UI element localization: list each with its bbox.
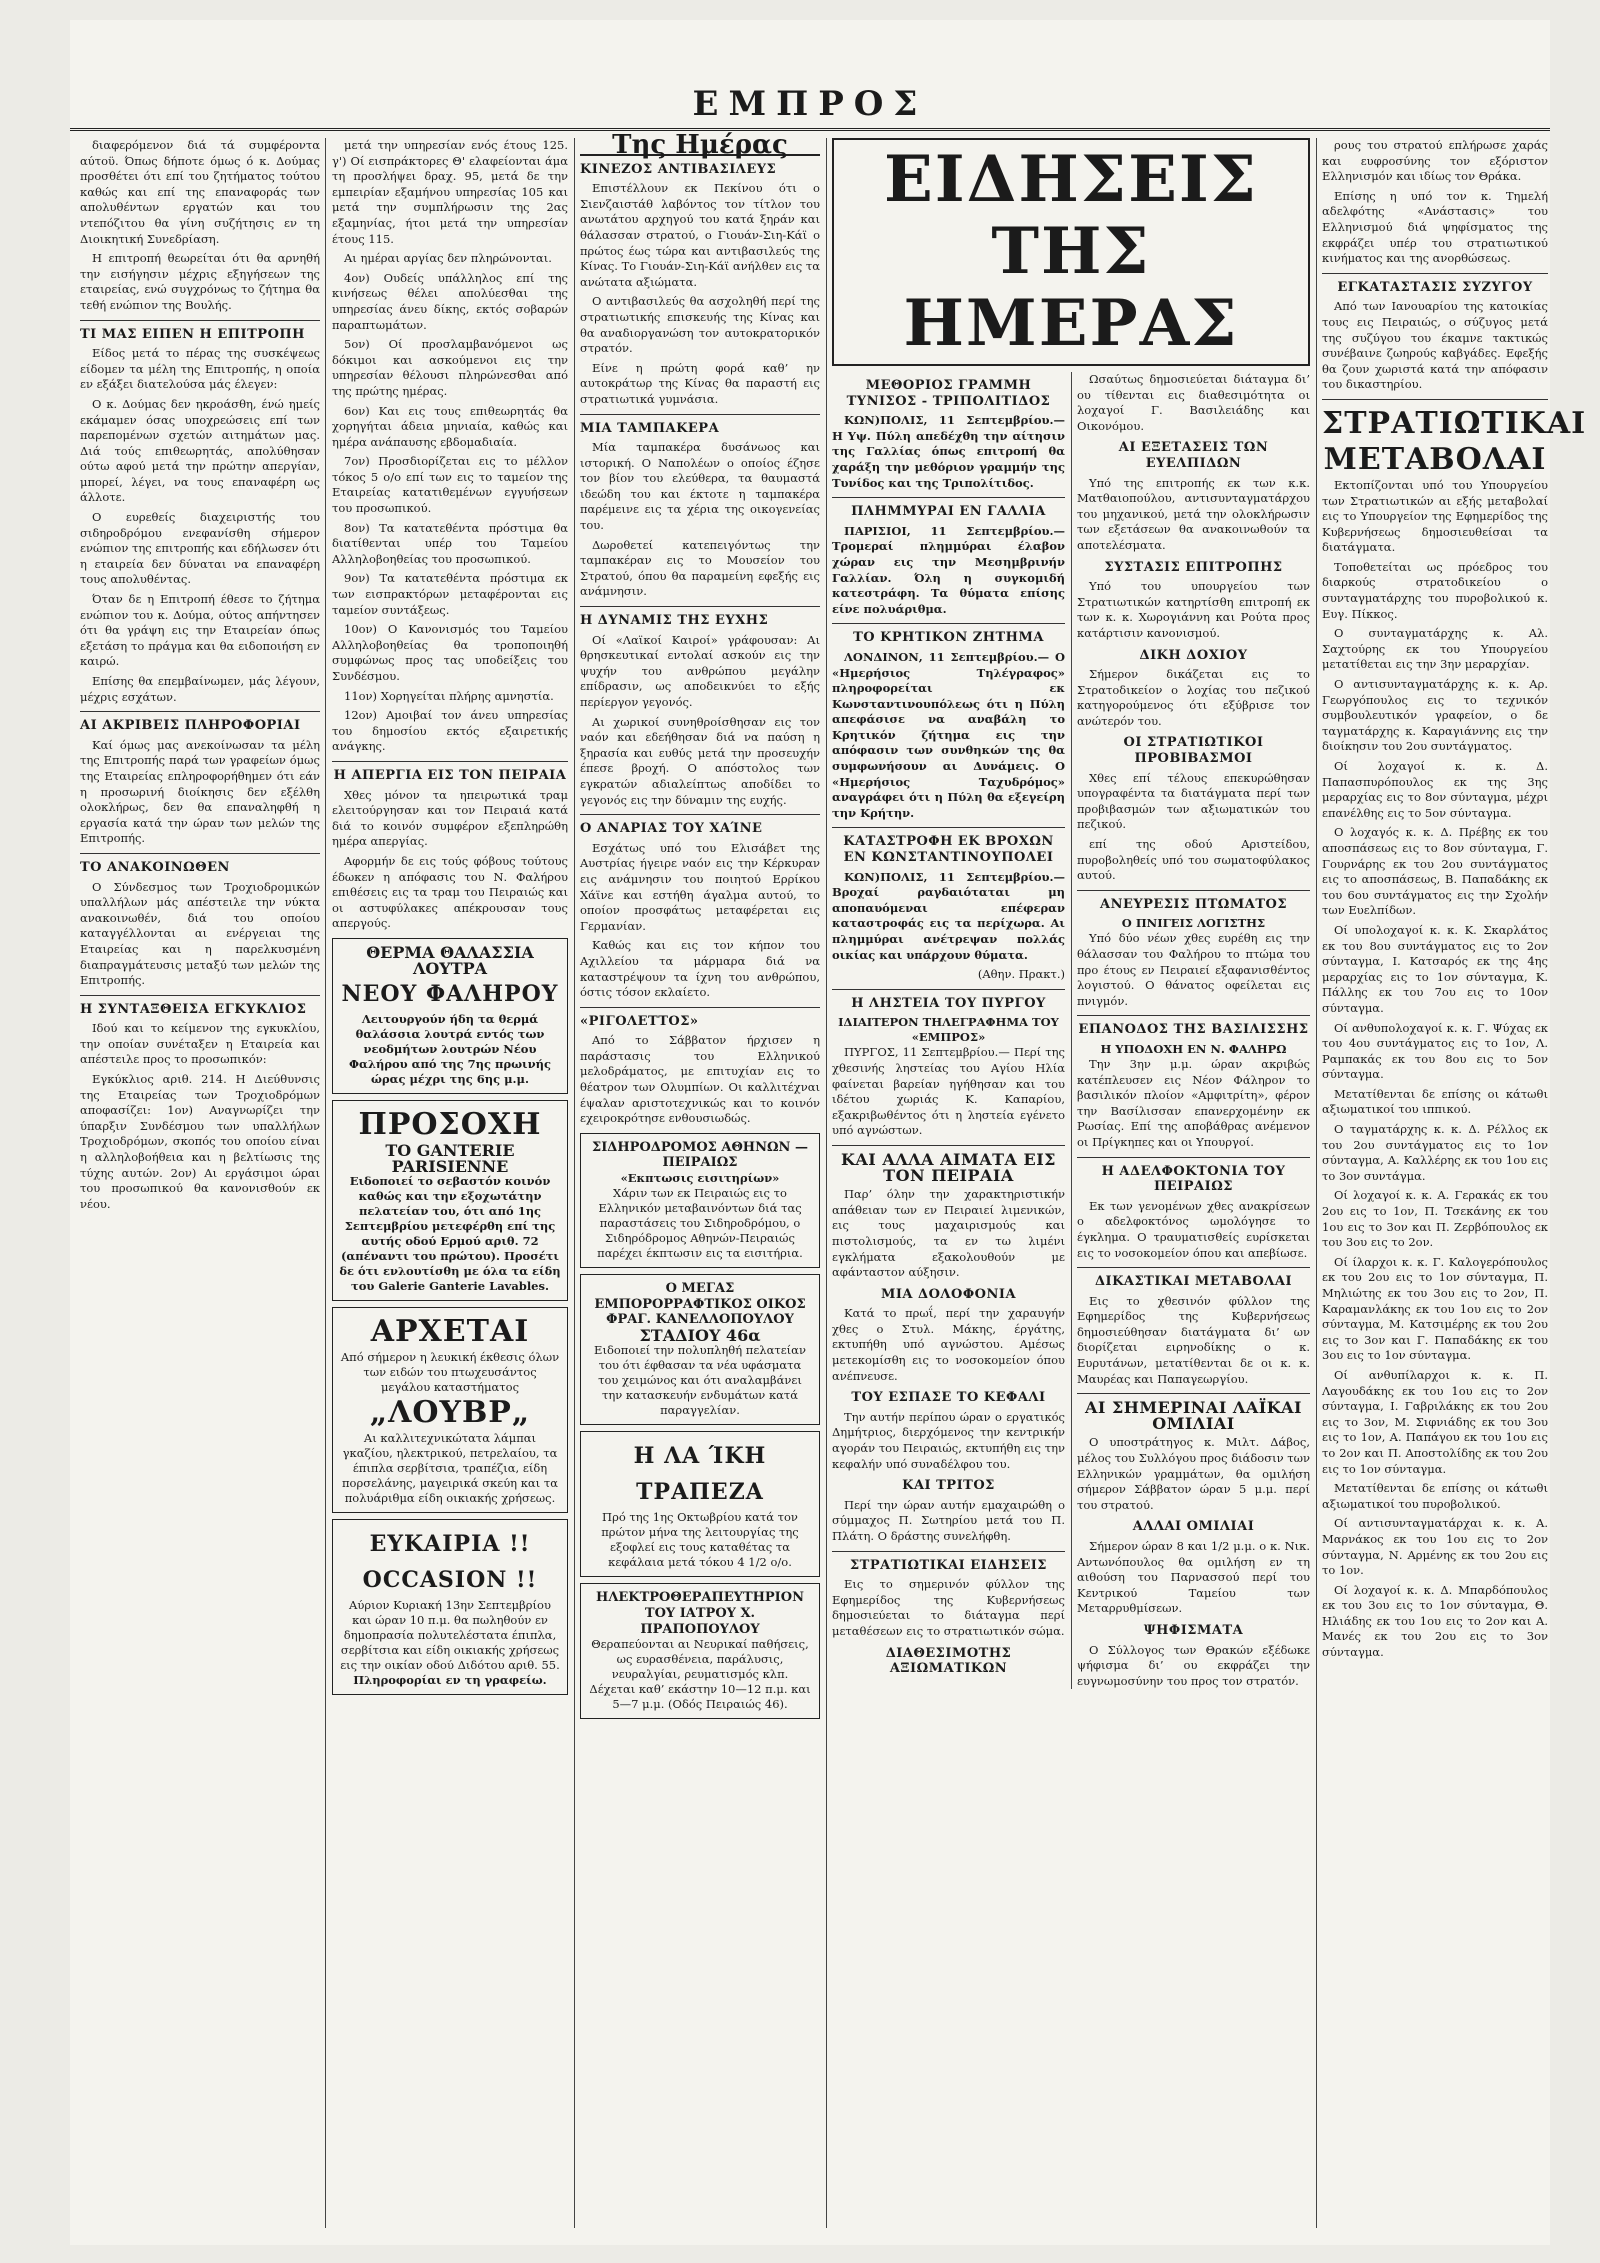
- paragraph: Εκ των γενομένων χθες ανακρίσεων ο αδελφοκτόνος ωμολόγησε το έγκλημα. Ο τραυματισθείς ευρίσκεται εις το νοσοκομείον όπου και απεβίωσε.: [1077, 1198, 1310, 1260]
- paragraph: Εγκύκλιος αριθ. 214. Η Διεύθυνσις της Εταιρείας των Τροχιοδρόμων αποφασίζει: 1ον) Αναγνωρίζει την ύπαρξιν Συνδέσμου των υπαλλήλων Τροχιοδρόμων, σκοπός του οποίου είναι η αλληλοβοήθεια και η βελτίωσις της τύχης αυτών. 2ον) Αι εργάσιμοι ώραι του προσωπικού θα κανονισθούν εκ νέου.: [80, 1072, 320, 1211]
- section-heading: ΟΙ ΣΤΡΑΤΙΩΤΙΚΟΙ ΠΡΟΒΙΒΑΣΜΟΙ: [1123, 735, 1264, 767]
- paragraph: ΚΩΝ)ΠΟΛΙΣ, 11 Σεπτεμβρίου.— Βροχαί ραγδαιόταται μη αποπαυόμεναι επέφεραν καταστροφάς εις τα περίχωρα. Αι πλημμύραι ανέτρεψαν πολλάς οικίας και υπάρχουν θύματα.: [832, 869, 1065, 962]
- ad-text: Αύριον Κυριακή 13ην Σεπτεμβρίου και ώραν 10 π.μ. θα πωληθούν εν δημοπρασία πολυτελέστατα έπιπλα, σερβίτσια και είδη οικιακής χρήσεως εις την οικίαν οδού Διδότου αριθ. 55.: [340, 1598, 560, 1673]
- paragraph: Ο Σύνδεσμος των Τροχιοδρομικών υπαλλήλων μάς απέστειλε την νύκτα ανακοινωθέν, διά του οποίου καταγγέλλονται αι ενέργειαι της Εταιρείας και η παρελκυσμένη διαπραγμάτευσις μεταξύ των μελών της Επιτροπής.: [80, 879, 320, 988]
- section-heading: Η ΑΠΕΡΓΙΑ ΕΙΣ ΤΟΝ ΠΕΙΡΑΙΑ: [333, 767, 567, 783]
- ad-text: Λειτουργούν ήδη τα θερμά θαλάσσια λουτρά εντός των νεοδμήτων λουτρών Νέου Φαλήρου από της 7ης πρωινής ώρας μέχρι της 6ης μ.μ.: [349, 1012, 551, 1087]
- paragraph: Οί λοχαγοί κ. κ. Δ. Παπασπυρόπουλος εκ της 3ης μεραρχίας εις το 8ον σύνταγμα, μέχρι επανέλθης εις το 5ον σύνταγμα.: [1322, 759, 1548, 820]
- divider: [832, 497, 1065, 498]
- paragraph: Τοποθετείται ως πρόεδρος του διαρκούς στρατοδικείου ο συνταγματάρχης του πυροβολικού κ. Ευγ. Πίκκος.: [1322, 559, 1548, 621]
- ad-text: Χάριν των εκ Πειραιώς εις το Ελληνικόν μεταβαινόντων διά τας παραστάσεις του Σιδηροδρόμου, ο Σιδηρόδρομος Αθηνών-Πειραιώς παρέχει έκπτωσιν εις τα εισιτήρια.: [597, 1186, 803, 1261]
- divider: [580, 606, 820, 607]
- newspaper-page: [70, 20, 1587, 2245]
- divider: [1077, 890, 1310, 891]
- advertisement-railway: [580, 1133, 820, 1268]
- paragraph: Από των Ιανουαρίου της κατοικίας τους εις Πειραιώς, ο σύζυγος μετά της συζύγου του έκαμνε τακτικώς συνέβαινε ζωηρούς καβγάδες. Εφεξής θα ζουν χωριστά κατά την απόφασιν του δικαστηρίου.: [1322, 299, 1548, 392]
- divider: [832, 827, 1065, 828]
- column-4: [832, 138, 1310, 2228]
- section-heading: ΤΟ ΚΡΗΤΙΚΟΝ ΖΗΤΗΜΑ: [853, 630, 1044, 646]
- divider: [1322, 399, 1548, 400]
- paragraph: ΚΩΝ)ΠΟΛΙΣ, 11 Σεπτεμβρίου.— Η Υψ. Πύλη απεδέχθη την αίτησιν της Γαλλίας όπως επιτροπή θα χαράξη την μεθόριον γραμμήν της Τυνίδος και της Τριπολίτιδος.: [832, 413, 1065, 490]
- paragraph: 6ον) Και εις τους επιθεωρητάς θα χορηγήται άδεια μηνιαία, καθώς και ημέρα ανάπαυσης εβδομαδιαία.: [332, 403, 568, 449]
- paragraph: Μία ταμπακέρα δυσάνωος και ιστορική. Ο Ναπολέων ο οποίος έζησε τον βίον του ελεύθερα, τα θαυμαστά ιδεώδη του και έκτοτε η ταμπακέρα παρέμεινε εις τα χέρια της οικογενείας του.: [580, 440, 820, 533]
- paragraph: επί της οδού Αριστείδου, πυροβοληθείς υπό του σωματοφύλακος αυτού.: [1077, 837, 1310, 883]
- section-heading: ΔΙΑΘΕΣΙΜΟΤΗΣ ΑΞΙΩΜΑΤΙΚΩΝ: [885, 1645, 1012, 1677]
- section-heading: ΚΙΝΕΖΟΣ ΑΝΤΙΒΑΣΙΛΕΥΣ: [580, 161, 777, 177]
- paragraph: Σήμερον δικάζεται εις το Στρατοδικείον ο λοχίας του πεζικού κατηγορούμενος ότι εξύβρισε τον ανώτερόν του.: [1077, 667, 1310, 728]
- ad-subheading: ΤΟ GANTERIE PARISIENNE: [385, 1141, 515, 1176]
- section-banner: ΣΤΡΑΤΙΩΤΙΚΑΙ ΜΕΤΑΒΟΛΑΙ: [1322, 405, 1587, 477]
- section-heading: ΜΙΑ ΤΑΜΠΑΚΕΡΑ: [580, 420, 720, 436]
- paragraph: 11ον) Χορηγείται πλήρης αμνηστία.: [344, 688, 554, 703]
- paragraph: Ωσαύτως δημοσιεύεται διάταγμα δι’ ου τίθενται εις διαθεσιμότητα οι λοχαγοί Γ. Βασιλειάδης και Οικονόμου.: [1077, 372, 1310, 433]
- paragraph: Οί λοχαγοί κ. κ. Α. Γερακάς εκ του 2ου εις το 1ον, Π. Τσεκάνης εκ του 1ου εις το 3ον και Π. Ζερβόπουλος εκ του 3ου εις το 2ον.: [1322, 1188, 1548, 1250]
- paragraph: Οί υπολοχαγοί κ. κ. Κ. Σκαρλάτος εκ του 8ου συντάγματος εις το 2ον σύνταγμα, Ι. Κατσαρός εκ της 4ης μεραρχίας εις το 1ον σύνταγμα, Κ. Πάλλης εκ του 7ου εις το 10ον σύνταγμα.: [1322, 922, 1548, 1015]
- divider: [832, 623, 1065, 624]
- paragraph: Χθες μόνον τα ηπειρωτικά τραμ ελειτούργησαν και τον Πειραιά κατά διά το κοινόν συμφέρον εξεπληρώθη ημέρα απεργίας.: [332, 787, 568, 849]
- paragraph: 12ον) Αμοιβαί τον άνευ υπηρεσίας του δημοσίου εκτός εξαιρετικής ανάγκης.: [332, 708, 568, 754]
- ad-heading: ΑΡΧΕΤΑΙ: [370, 1314, 530, 1350]
- divider: [832, 989, 1065, 990]
- paragraph: Εις το χθεσινόν φύλλον της Εφημερίδος της Κυβερνήσεως δημοσιεύθησαν διατάγματα δι’ ων διορίζεται ειρηνοδίκης ο κ. Ευρυτάνων, μετατίθενται δε οι κ. κ. Μαυρέας και Παπαγεωργίου.: [1077, 1293, 1310, 1386]
- paragraph: Ο συνταγματάρχης κ. Αλ. Σαχτούρης εκ του Υπουργείου μετατίθεται εις την 3ην μεραρχίαν.: [1322, 626, 1548, 672]
- paragraph: Ο Σύλλογος των Θρακών εξέδωκε ψήφισμα δι’ ου εκφράζει την ευγνωμοσύνην του προς τον στρατόν.: [1077, 1642, 1310, 1688]
- paragraph: Εις το σημερινόν φύλλον της Εφημερίδος της Κυβερνήσεως δημοσιεύεται το διάταγμα περί μεταθέσεων εις το στρατιωτικόν σώμα.: [832, 1577, 1065, 1638]
- section-subheading: Ο ΠΝΙΓΕΙΣ ΛΟΓΙΣΤΗΣ: [1121, 916, 1266, 931]
- section-heading: ΤΙ ΜΑΣ ΕΙΠΕΝ Η ΕΠΙΤΡΟΠΗ: [80, 326, 305, 342]
- paragraph: Εκτοπίζονται υπό του Υπουργείου των Στρατιωτικών αι εξής μεταβολαί εις το Υπουργείον της Εφημερίδος της Κυβερνήσεως δημοσιευθείσαι τα διατάγματα.: [1322, 477, 1548, 555]
- section-heading: ΜΕΘΟΡΙΟΣ ΓΡΑΜΜΗ ΤΥΝΙΣΟΣ - ΤΡΙΠΟΛΙΤΙΔΟΣ: [846, 378, 1051, 409]
- ad-heading: Ο ΜΕΓΑΣ ΕΜΠΟΡΟΡΡΑΦΤΙΚΟΣ ΟΙΚΟΣ ΦΡΑΓ. ΚΑΝΕΛΛΟΠΟΥΛΟΥ: [594, 1281, 806, 1328]
- paragraph: Επίσης η υπό τον κ. Τημελή αδελφότης «Ανάστασις» του Ελληνισμού διά ψηφίσματος της εκφράζει υπέρ του στρατιωτικού κινήματος και της ανορθώσεως.: [1322, 188, 1548, 266]
- column-heading: Της Ημέρας: [580, 138, 820, 156]
- divider: [1077, 1393, 1310, 1394]
- advertisement-bank: [580, 1431, 820, 1577]
- section-heading: ΣΥΣΤΑΣΙΣ ΕΠΙΤΡΟΠΗΣ: [1104, 559, 1283, 575]
- divider: [80, 711, 320, 712]
- paragraph: Ο υποστράτηγος κ. Μιλτ. Δάβος, μέλος του Συλλόγου προς διάδοσιν των Ελληνικών γραμμάτων, θα ομιλήση σήμερον Σάββατον ώραν 5 μ.μ. περί του στρατού.: [1077, 1435, 1310, 1512]
- news-banner: ΕΙΔΗΣΕΙΣ ΤΗΣ ΗΜΕΡΑΣ: [832, 138, 1310, 366]
- column-5: [1322, 138, 1587, 2228]
- ad-heading: ΕΥΚΑΙΡΙΑ !! OCCASION !!: [362, 1531, 538, 1594]
- paragraph: Εσχάτως υπό του Ελισάβετ της Αυστρίας ήγειρε ναόν εις την Κέρκυραν εις ανάμνησιν του ποιητού Ερρίκου Χάϊνε και εστήθη άγαλμα αυτού, το οποίον προσφάτως μεταφέρεται εις Γερμανίαν.: [580, 840, 820, 933]
- ad-heading: Η ΛΑ ΊΚΗ ΤΡΑΠΕΖΑ: [633, 1443, 767, 1506]
- section-heading: Ο ΑΝΑΡΙΑΣ ΤΟΥ ΧΑΊΝΕ: [580, 821, 763, 837]
- ad-items: Αι καλλιτεχνικώτατα λάμπαι γκαζίου, ηλεκτρικού, πετρελαίου, τα έπιπλα σερβίτσια, τραπέζια, είδη πορσελάνης, μαγειρικά σκεύη και τα πολυάριθμα είδη οικιακής χρήσεως.: [342, 1431, 558, 1506]
- section-subheading: ΙΔΙΑΙΤΕΡΟΝ ΤΗΛΕΓΡΑΦΗΜΑ ΤΟΥ «ΕΜΠΡΟΣ»: [838, 1015, 1059, 1045]
- section-heading: ΑΛΛΑΙ ΟΜΙΛΙΑΙ: [1132, 1519, 1255, 1535]
- paragraph: Ο λοχαγός κ. κ. Δ. Πρέβης εκ του αποσπάσεως εις το 8ον σύνταγμα, Γ. Γουρνάρης εκ του 2ου συντάγματος εις το αποσπάσεως, Β. Παπαδάκης εκ του 6ου συντάγματος εις την Σχολήν των Ευελπίδων.: [1322, 825, 1548, 918]
- paragraph: Οί ίλαρχοι κ. κ. Γ. Καλογερόπουλος εκ του 2ου εις το 1ον σύνταγμα, Π. Μηλιώτης εκ του 3ου εις το 2ον, Π. Καραμανλάκης εκ του 1ου εις το 2ον σύνταγμα, Μ. Κατσιμέρης εκ του 2ου εις το 3ον και Γ. Παπαδάκης εκ του 3ου εις το 1ον σύνταγμα.: [1322, 1254, 1548, 1363]
- section-heading: Η ΔΥΝΑΜΙΣ ΤΗΣ ΕΥΧΗΣ: [580, 613, 769, 629]
- paragraph: ΠΥΡΓΟΣ, 11 Σεπτεμβρίου.— Περί της χθεσινής ληστείας του Αγίου Ηλία φαίνεται βαρείαν ηγήθησαν και του ιδέτου χωριάς Κ. Καπαρίου, εξακριβωθέντος ότι η ληστεία εγένετο υπό αγνώστων.: [832, 1045, 1065, 1138]
- paragraph: Καί όμως μας ανεκοίνωσαν τα μέλη της Επιτροπής παρά των γραφείων όμως της Εταιρείας επληροφορήθημεν ότι εάν η προσωρινή διοίκησις δεν εξέλθη ολοκλήρως, δεν θα επαναληφθή η εργασία κατά την ώραν των μελών της Επιτροπής.: [80, 737, 320, 846]
- paragraph: 9ον) Τα κατατεθέντα πρόστιμα εκ των εισπρακτόρων μεταφέρονται εις ταμείον συντάξεως.: [332, 571, 568, 617]
- paragraph: Η επιτροπή θεωρείται ότι θα αρνηθή την εισήγησιν μέχρις εξηγήσεων της εταιρείας, ενώ συγχρόνως το ζήτημα θα τεθή ενώπιον της Βουλής.: [80, 251, 320, 312]
- ad-heading: ΣΙΔΗΡΟΔΡΟΜΟΣ ΑΘΗΝΩΝ — ΠΕΙΡΑΙΩΣ: [592, 1139, 808, 1171]
- ad-text: Ειδοποιεί το σεβαστόν κοινόν καθώς και την εξοχωτάτην πελατείαν του, ότι από 1ης Σεπτεμβρίου μετεφέρθη επί της αυτής οδού Ερμού αριθ. 72 (απέναντι του πρώτου). Προσέτι δε ότι ενλουτίσθη με όλα τα είδη του Galerie Ganterie Lavables.: [339, 1174, 561, 1294]
- ad-footer: Πληροφορίαι εν τη γραφείω.: [353, 1673, 547, 1688]
- section-heading: ΚΑΙ ΑΛΛΑ ΑΙΜΑΤΑ ΕΙΣ ΤΟΝ ΠΕΙΡΑΙΑ: [840, 1149, 1056, 1185]
- paragraph: ρους του στρατού επλήρωσε χαράς και ευφροσύνης τον εξόριστον Ελληνισμόν και ιδίως τον Θράκα.: [1322, 138, 1548, 184]
- divider: [832, 1145, 1065, 1146]
- paragraph: Υπό δύο νέων χθες ευρέθη εις την θάλασσαν του Φαλήρου το πτώμα του προ έτους εν Πειραιεί εξαφανισθέντος λογιστού. Ο θάνατος οφείλεται εις πνιγμόν.: [1077, 931, 1310, 1008]
- section-heading: ΤΟ ΑΝΑΚΟΙΝΩΘΕΝ: [80, 859, 230, 875]
- paragraph: ΠΑΡΙΣΙΟΙ, 11 Σεπτεμβρίου.— Τρομεραί πλημμύραι έλαβον χώραν εις την Μεσημβρινήν Γαλλίαν. Όλη η συγκομιδή κατεστράφη. Τα θύματα επίσης είνε πολυάριθμα.: [832, 523, 1065, 616]
- section-heading: ΔΙΚΑΣΤΙΚΑΙ ΜΕΤΑΒΟΛΑΙ: [1094, 1274, 1293, 1290]
- paragraph: Οί «Λαϊκοί Καιροί» γράφουσαν: Αι θρησκευτικαί εντολαί ασκούν εις την ψυχήν του ανθρώπου μεγάλην επίδρασιν, ως αποδεικνύει το εξής περίεργον γεγονός.: [580, 632, 820, 709]
- paragraph: Κατά το πρωΐ, περί την χαραυγήν χθες ο Στυλ. Μάκης, έργάτης, εκτυπήθη υπό αγνώστου. Αμέσως μετεκομίσθη εις το νοσοκομείον όπου ανέπνευσε.: [832, 1306, 1065, 1383]
- paragraph: Αι χωρικοί συνηθροίσθησαν εις τον ναόν και εδεήθησαν διά να παύση η ξηρασία και ευθύς μετά την προσευχήν έπεσε βροχή. Ο απόστολος των εγκρατών αδιαλείπτως αποδίδει το γεγονός εις την δύναμιν της ευχής.: [580, 714, 820, 807]
- divider: [1077, 1157, 1310, 1158]
- section-heading: ΠΛΗΜΜΥΡΑΙ ΕΝ ΓΑΛΛΙΑ: [851, 504, 1046, 520]
- section-heading: ΨΗΦΙΣΜΑΤΑ: [1143, 1622, 1244, 1638]
- section-heading: ΜΙΑ ΔΟΛΟΦΟΝΙΑ: [880, 1286, 1017, 1302]
- ad-subheading: ΣΤΑΔΙΟΥ 46α: [639, 1325, 761, 1345]
- paragraph: Είνε η πρώτη φορά καθ’ ην αυτοκράτωρ της Κίνας θα παραστή εις στρατιωτικά γυμνάσια.: [580, 360, 820, 406]
- ad-heading: ΘΕΡΜΑ ΘΑΛΑΣΣΙΑ ΛΟΥΤΡΑ: [366, 942, 534, 978]
- advertisement-ganterie: [332, 1100, 568, 1301]
- paragraph: Επίσης θα επεμβαίνωμεν, μάς λέγουν, μέχρις εσχάτων.: [80, 674, 320, 704]
- paragraph: Την 3ην μ.μ. ώραν ακριβώς κατέπλευσεν εις Νέον Φάληρον το βασιλικόν πλοίον «Αμφιτρίτη», φέρον την Βασίλισσαν επανερχομένην εκ Ρωσίας. Επί της αποβάθρας ανέμενον οι Πρίγκηπες και οι Υπουργοί.: [1077, 1056, 1310, 1149]
- paragraph: Ο αντισυνταγματάρχης κ. κ. Αρ. Γεωργόπουλος εις το τεχνικόν συμβουλευτικόν γραφείον, ο δε ταγματάρχης κ. Καραγιάννης εις την διοίκησιν του 2ου συντάγματος.: [1322, 677, 1548, 754]
- ad-text: Πρό της 1ης Οκτωβρίου κατά τον πρώτον μήνα της λειτουργίας της εξοφλεί εις τους καταθέτας τα κεφάλαια μετά τόκου 4 1/2 ο/ο.: [601, 1510, 799, 1570]
- paragraph: μετά την υπηρεσίαν ενός έτους 125. γ') Οί εισπράκτορες Θ' ελαφείονται άμα τη προσλήψει δραχ. 95, μετά δε την εμπειρίαν εξαμήνου υπηρεσίας 105 και μετά την συμπλήρωσιν της 2ας εξαμηνίας, ήτοι μετά την υπηρεσίαν έτους 115.: [332, 138, 568, 246]
- divider: [832, 1551, 1065, 1552]
- paragraph: Ο ευρεθείς διαχειριστής του σιδηροδρόμου ενεφανίσθη σήμερον ενώπιον της επιτροπής και εδήλωσεν ότι η εταιρεία δεν δύναται να επαναφέρη τους απολυθέντας.: [80, 510, 320, 587]
- advertisement-louvre: [332, 1307, 568, 1513]
- section-heading: ΕΠΑΝΟΔΟΣ ΤΗΣ ΒΑΣΙΛΙΣΣΗΣ: [1078, 1022, 1309, 1038]
- paragraph: ΛΟΝΔΙΝΟΝ, 11 Σεπτεμβρίου.— Ο «Ημερήσιος Τηλέγραφος» πληροφορείται εκ Κωνσταντινουπόλεως ότι η Πύλη απεφάσισε να αναβάλη το Κρητικόν ζήτημα εις την απόφασιν των συνθηκών της θα συμφωνήσουν αι Δυνάμεις. Ο «Ημερήσιος Ταχυδρόμος» αναγράφει ότι η Πύλη θα εξεγείρη την Κρήτην.: [832, 649, 1065, 820]
- source-credit: (Αθην. Πρακτ.): [977, 967, 1065, 982]
- ad-subheading: ΝΕΟΥ ΦΑΛΗΡΟΥ: [341, 981, 559, 1008]
- advertisement-tailor: [580, 1274, 820, 1425]
- section-heading: ΑΙ ΑΚΡΙΒΕΙΣ ΠΛΗΡΟΦΟΡΙΑΙ: [80, 718, 301, 734]
- column-3: [580, 130, 820, 2228]
- paragraph: Καθώς και εις τον κήπον του Αχιλλείου τα μάρμαρα διά να καταστρέψουν τα ίχνη του ανθρώπου, όστις τόσον εκλαίετο.: [580, 938, 820, 1000]
- paragraph: 10ον) Ο Κανονισμός του Ταμείου Αλληλοβοηθείας θα τροποποιηθή συμφώνως προς τας υποδείξεις του Συνδέσμου.: [332, 622, 568, 683]
- paragraph: Επιστέλλουν εκ Πεκίνου ότι ο Σιενζαιστάθ λαβόντος τον τίτλον του ανωτάτου αρχηγού του κατά ξηράν και θάλασσαν στρατού, ο Γιουάν-Σιη-Κάϊ ο πρώτος έως τώρα και αντιβασιλεύς της Κίνας. Το Γιουάν-Σιη-Κάϊ ανήλθεν εις τα ανώτατα αξιώματα.: [580, 181, 820, 289]
- section-heading: ΑΝΕΥΡΕΣΙΣ ΠΤΩΜΑΤΟΣ: [1099, 896, 1288, 912]
- paragraph: 8ον) Τα κατατεθέντα πρόστιμα θα διατίθενται υπέρ του Ταμείου Αλληλοβοηθείας του προσωπικού.: [332, 520, 568, 566]
- divider: [80, 320, 320, 321]
- column-2: [332, 138, 568, 2228]
- paragraph: 7ον) Προσδιορίζεται εις το μέλλον τόκος 5 ο/ο επί των εις το ταμείον της Εταιρείας κατατιθεμένων εγγυήσεων του προσωπικού.: [332, 454, 568, 516]
- paragraph: διαφερόμενον διά τά συμφέροντα αύτοϋ. Όπως δήποτε όμως ό κ. Δούμας προσθέτει ότι επί του ζητήματος τούτου καθώς και επί της επαναφοράς των απολυθέντων εργατών και του ντεπόζιτου θα γίνη συζήτησις εν τη Διοικητική Συνεδρίαση.: [80, 138, 320, 246]
- paragraph: Αι ημέραι αργίας δεν πληρώνονται.: [344, 251, 552, 266]
- divider: [580, 414, 820, 415]
- paragraph: 5ον) Οί προσλαμβανόμενοι ως δόκιμοι και ασκούμενοι εις την υπηρεσίαν θέλουσι πληρώνεσθαι από της πρώτης ημέρας.: [332, 337, 568, 398]
- divider: [580, 1007, 820, 1008]
- paragraph: Από το Σάββατον ήρχισεν η παράστασις του Ελληνικού μελοδράματος, με επιτυχίαν εις το θέατρον των Ολυμπίων. Οι καλλιτέχναι έψαλαν αριστοτεχνικώς και το κοινόν εχειροκρότησε ενθουσιωδώς.: [580, 1033, 820, 1126]
- ad-subheading: «Εκπτωσις εισιτηρίων»: [620, 1171, 780, 1186]
- section-heading: ΤΟΥ ΕΣΠΑΣΕ ΤΟ ΚΕΦΑΛΙ: [851, 1390, 1046, 1406]
- ad-heading: ΠΡΟΣΟΧΗ: [358, 1107, 542, 1143]
- divider: [1077, 1015, 1310, 1016]
- column-rule: [826, 138, 827, 2228]
- section-heading: Η ΑΔΕΛΦΟΚΤΟΝΙΑ ΤΟΥ ΠΕΙΡΑΙΩΣ: [1101, 1163, 1286, 1195]
- paragraph: Παρ’ όλην την χαρακτηριστικήν απάθειαν των εν Πειραιεί λιμενικών, εις τους μαχαιρισμούς και πιστολισμούς, τα εν τω λιμένι εγκλήματα εξακολουθούν με αφάνταστον αύξησιν.: [832, 1187, 1065, 1280]
- divider: [1322, 273, 1548, 274]
- paragraph: Χθες επί τέλους επεκυρώθησαν υπογραφέντα τα διατάγματα περί των προβιβασμών των αξιωματικών του πεζικού.: [1077, 770, 1310, 832]
- ad-text: Από σήμερον η λευκική έκθεσις όλων των ειδών του πτωχευσάντος μεγάλου καταστήματος: [340, 1350, 560, 1395]
- section-heading: «ΡΙΓΟΛΕΤΤΟΣ»: [580, 1013, 699, 1029]
- paragraph: Ιδού και το κείμενον της εγκυκλίου, την οποίαν συνέταξεν η Εταιρεία και απέστειλε προς το προσωπικόν:: [80, 1021, 320, 1067]
- column-rule: [1316, 138, 1317, 2228]
- paragraph: Υπό της επιτροπής εκ των κ.κ. Ματθαιοπούλου, αντισυνταγματάρχου του μηχανικού, μετά την ολοκλήρωσιν των εξετάσεων θα ανακοινωθούν τα αποτελέσματα.: [1077, 475, 1310, 552]
- divider: [80, 995, 320, 996]
- section-heading: ΚΑΙ ΤΡΙΤΟΣ: [902, 1478, 995, 1494]
- column-rule: [325, 138, 326, 2228]
- section-heading: ΑΙ ΣΗΜΕΡΙΝΑΙ ΛΑΪΚΑΙ ΟΜΙΛΙΑΙ: [1084, 1398, 1303, 1433]
- news-two-column: [832, 372, 1310, 1689]
- advertisement-occasion: [332, 1519, 568, 1695]
- section-heading: Η ΛΗΣΤΕΙΑ ΤΟΥ ΠΥΡΓΟΥ: [851, 995, 1046, 1011]
- paragraph: Οί λοχαγοί κ. κ. Δ. Μπαρδόπουλος εκ του 3ου εις το 1ον σύνταγμα, Θ. Ηλιάδης εκ του 1ου εις το 2ον και Α. Μανές εκ του 2ου εις το 3ον σύνταγμα.: [1322, 1582, 1548, 1660]
- paragraph: 4ον) Ουδείς υπάλληλος επί της κινήσεως θέλει απολύεσθαι της υπηρεσίας άνευ δίκης, εκτός σοβαρών παραπτωμάτων.: [332, 270, 568, 332]
- ad-heading: ΗΛΕΚΤΡΟΘΕΡΑΠΕΥΤΗΡΙΟΝ ΤΟΥ ΙΑΤΡΟΥ Χ. ΠΡΑΠΟΠΟΥΛΟΥ: [596, 1590, 804, 1637]
- divider: [1077, 1267, 1310, 1268]
- column-1: [80, 138, 320, 2228]
- paragraph: Την αυτήν περίπου ώραν ο εργατικός Δημήτριος, διερχόμενος την κεντρικήν αγοράν του Πειραιώς, εκτυπήθη εις την κεφαλήν υπό συναδέλφου του.: [832, 1409, 1065, 1471]
- section-heading: ΕΓΚΑΤΑΣΤΑΣΙΣ ΣΥΖΥΓΟΥ: [1337, 279, 1533, 295]
- divider: [332, 761, 568, 762]
- paragraph: Δωροθετεί κατεπειγόντως την ταμπακέραν εις το Μουσείον του Στρατού, όπου θα παραμείνη εφεξής εις ανάμνησιν.: [580, 537, 820, 599]
- paragraph: Σήμερον ώραν 8 και 1/2 μ.μ. ο κ. Νικ. Αντωνόπουλος θα ομιλήση εν τη αιθούση του Παρνασσού περί του Κεντρικού Ταμείου των Μεταρρυθμίσεων.: [1077, 1539, 1310, 1616]
- section-heading: ΣΤΡΑΤΙΩΤΙΚΑΙ ΕΙΔΗΣΕΙΣ: [849, 1557, 1048, 1573]
- section-heading: Η ΣΥΝΤΑΞΘΕΙΣΑ ΕΓΚΥΚΛΙΟΣ: [80, 1001, 307, 1017]
- masthead: [70, 84, 1550, 131]
- paragraph: Οί αντισυνταγματάρχαι κ. κ. Α. Μαρνάκος εκ του 1ου εις το 2ον σύνταγμα, Ν. Αρμένης εκ του 2ου εις το 1ον.: [1322, 1516, 1548, 1578]
- ad-text: Θεραπεύονται αι Νευρικαί παθήσεις, ως ευρασθένεια, παράλυσις, νευραλγίαι, ρευματισμός κλπ. Δέχεται καθ’ εκάστην 10—12 π.μ. και 5—7 μ.μ. (Οδός Πειραιώς 46).: [589, 1637, 811, 1712]
- paragraph: Περί την ώραν αυτήν εμαχαιρώθη ο σύμμαχος Π. Σωτηρίου μετά του Π. Πλάτη. Ο δράστης συνελήφθη.: [832, 1497, 1065, 1543]
- ad-store-name: „ΛΟΥΒΡ„: [369, 1395, 531, 1431]
- paragraph: Είδος μετά το πέρας της συσκέψεως είδομεν τα μέλη της Επιτροπής, η οποία εν εξάξει διατελούσα μάς έλεγεν:: [80, 346, 320, 392]
- paragraph: Οί ανθυπολοχαγοί κ. κ. Γ. Ψύχας εκ του 4ου συντάγματος εις το 1ον, Λ. Ραμπακάς εκ του 8ου εις το 5ον σύνταγμα.: [1322, 1020, 1548, 1082]
- divider: [580, 814, 820, 815]
- advertisement-clinic: [580, 1583, 820, 1719]
- paragraph: Μετατίθενται δε επίσης οι κάτωθι αξιωματικοί του ιππικού.: [1322, 1086, 1548, 1117]
- paragraph: Αφορμήν δε εις τούς φόβους τούτους έδωκεν η απόφασις του Ν. Φαλήρου επιθέσεις εις τα τραμ του Πειραιώς και οι αστυφύλακες απέκρουσαν τους απεργούς.: [332, 853, 568, 931]
- section-heading: ΔΙΚΗ ΔΟΧΙΟΥ: [1139, 647, 1248, 663]
- section-heading: ΑΙ ΕΞΕΤΑΣΕΙΣ ΤΩΝ ΕΥΕΛΠΙΔΩΝ: [1118, 440, 1269, 471]
- section-heading: ΚΑΤΑΣΤΡΟΦΗ ΕΚ ΒΡΟΧΩΝ ΕΝ ΚΩΝΣΤΑΝΤΙΝΟΥΠΟΛΕΙ: [843, 834, 1054, 866]
- advertisement-baths: [332, 938, 568, 1094]
- paragraph: Ο κ. Δούμας δεν ηκροάσθη, ένώ ημείς εκάμαμεν όσας υποχρεώσεις επί των παρεπομένων σχετών αιτημάτων μας. Διά τούς επιθεωρητάς, απολύθησαν ούτω αφού μετά την πρώτην απεργίαν, μπορεί, λέγει, να τους επαναφέρη ως άλλοτε.: [80, 396, 320, 505]
- paragraph: Όταν δε η Επιτροπή έθεσε το ζήτημα ενώπιον του κ. Δούμα, ούτος απήντησεν ότι θα γράψη εις την Εταιρείαν όπως εξετάση το πράγμα και θα ειδοποιήση εν καιρώ.: [80, 592, 320, 669]
- paragraph: Μετατίθενται δε επίσης οι κάτωθι αξιωματικοί του πυροβολικού.: [1322, 1481, 1548, 1511]
- paragraph: Ο ταγματάρχης κ. κ. Δ. Ρέλλος εκ του 2ου συντάγματος εις το 1ον σύνταγμα, Α. Καλλέρης εκ του 1ου εις το 3ον συντάγμα.: [1322, 1122, 1548, 1183]
- paragraph: Υπό του υπουργείου των Στρατιωτικών κατηρτίσθη επιτροπή εκ των κ. κ. Χωρογιάννη και Ρούτα προς κατάρτισιν κανονισμού.: [1077, 579, 1310, 640]
- section-subheading: Η ΥΠΟΔΟΧΗ ΕΝ Ν. ΦΑΛΗΡΩ: [1100, 1041, 1287, 1056]
- ad-text: Ειδοποιεί την πολυπληθή πελατείαν του ότι έφθασαν τα νέα υφάσματα του χειμώνος και ότι αναλαμβάνει την κατασκευήν ενδυμάτων κατά παραγγελίαν.: [594, 1343, 806, 1418]
- column-rule: [574, 138, 575, 2228]
- paragraph: Ο αντιβασιλεύς θα ασχοληθή περί της στρατιωτικής επισκευής της Κίνας και θα αναδιοργανώση τον αυτοκρατορικόν στρατόν.: [580, 294, 820, 356]
- newspaper-title: ΕΜΠΡΟΣ: [692, 84, 928, 124]
- divider: [80, 853, 320, 854]
- paragraph: Οί ανθυπίλαρχοι κ. κ. Π. Λαγουδάκης εκ του 1ου εις το 2ον σύνταγμα, Ι. Γαβριλάκης εκ του 2ου εις το 3ον, Μ. Σιφνιάδης εκ του 3ου εις το 1ον, Α. Παπάγου εκ του 1ου εις το 2ον και Π. Αποστολίδης εκ του 2ου εις το 1ον σύνταγμα.: [1322, 1367, 1548, 1476]
